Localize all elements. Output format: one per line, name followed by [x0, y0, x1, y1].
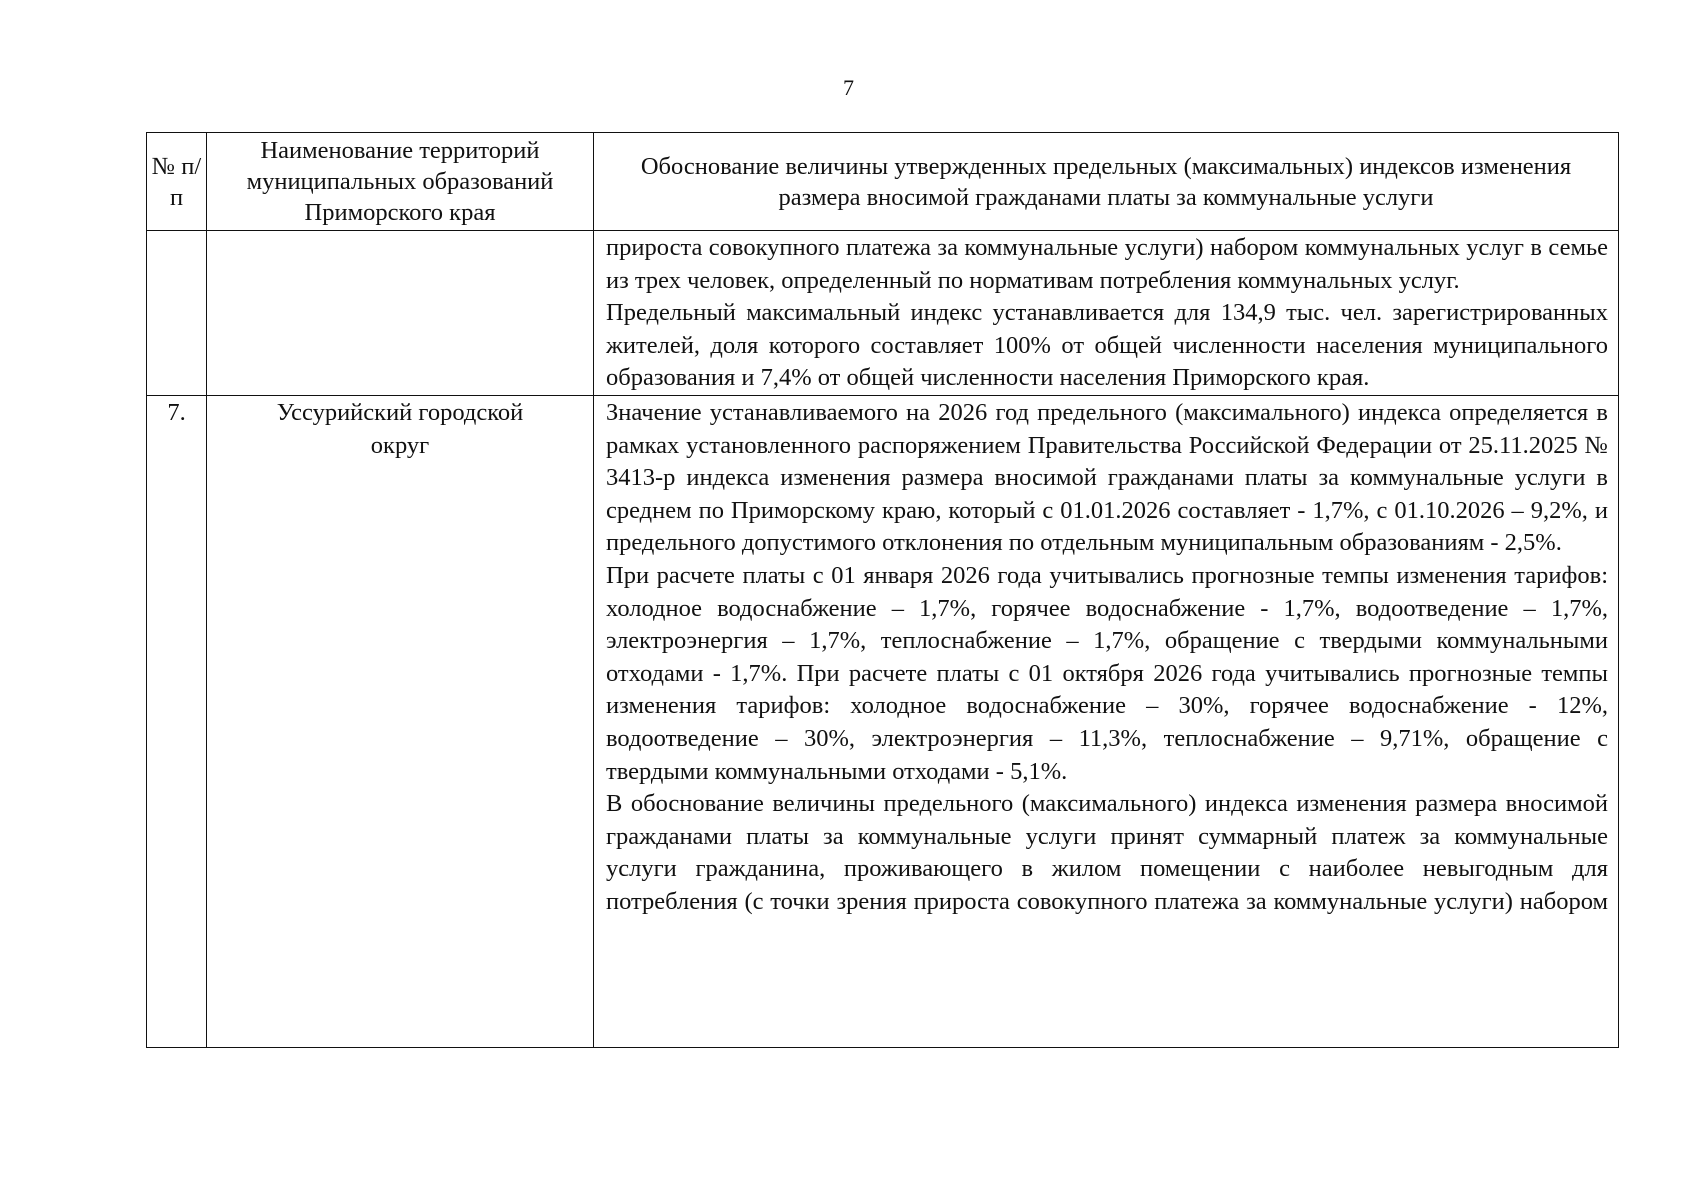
- header-number: № п/п: [147, 133, 207, 231]
- row-number-cell: [147, 231, 207, 396]
- justification-paragraph: В обоснование величины предельного (максимального) индекса изменения размера вносимой гражданами платы за коммунальные услуги принят суммарный платеж за коммунальные услуги гражданина, проживающего в жилом помещении с наиболее невыгодным для потребления (с точки зрения прироста совокупного платежа за коммунальные услуги) набором: [606, 790, 1608, 915]
- justification-paragraph: прироста совокупного платежа за коммунальные услуги) набором коммунальных услуг в семье из трех человек, определенный по нормативам потребления коммунальных услуг.: [606, 234, 1608, 294]
- territory-name-cell: [207, 231, 594, 396]
- table-header-row: [147, 133, 1619, 231]
- page-number: 7: [843, 75, 854, 100]
- header-justification: Обоснование величины утвержденных предельных (максимальных) индексов изменения размера вносимой гражданами платы за коммунальные услуги: [594, 133, 1619, 231]
- table-row-continuation: [147, 231, 1619, 396]
- justification-paragraph: При расчете платы с 01 января 2026 года учитывались прогнозные темпы изменения тарифов: холодное водоснабжение – 1,7%, горячее водоснабжение - 1,7%, водоотведение – 1,7%, электроэнергия – 1,7%, теплоснабжение – 1,7%, обращение с твердыми коммунальными отходами - 1,7%. При расчете платы с 01 октября 2026 года учитывались прогнозные темпы изменения тарифов: холодное водоснабжение – 30%, горячее водоснабжение - 12%, водоотведение – 30%, электроэнергия – 11,3%, теплоснабжение – 9,71%, обращение с твердыми коммунальными отходами - 5,1%.: [606, 561, 1608, 785]
- justification-paragraph: Значение устанавливаемого на 2026 год предельного (максимального) индекса определяется в рамках установленного распоряжением Правительства Российской Федерации от 25.11.2025 № 3413-р индекса изменения размера вносимой гражданами платы за коммунальные услуги в среднем по Приморскому краю, который с 01.01.2026 составляет - 1,7%, с 01.10.2026 – 9,2%, и предельного допустимого отклонения по отдельным муниципальным образованиям - 2,5%.: [606, 398, 1608, 557]
- justification-cell: [594, 395, 1619, 1047]
- header-territory-name: Наименование территорий муниципальных образований Приморского края: [207, 133, 594, 231]
- table-row-7: [147, 395, 1619, 1047]
- justification-paragraph: Предельный максимальный индекс устанавливается для 134,9 тыс. чел. зарегистрированных жителей, доля которого составляет 100% от общей численности населения муниципального образования и 7,4% от общей численности населения Приморского края.: [606, 299, 1608, 392]
- justification-cell: [594, 231, 1619, 396]
- tariff-index-table: [146, 132, 1619, 1048]
- row-number-cell: 7.: [147, 395, 207, 1047]
- territory-name-cell: Уссурийский городской округ: [207, 395, 594, 1047]
